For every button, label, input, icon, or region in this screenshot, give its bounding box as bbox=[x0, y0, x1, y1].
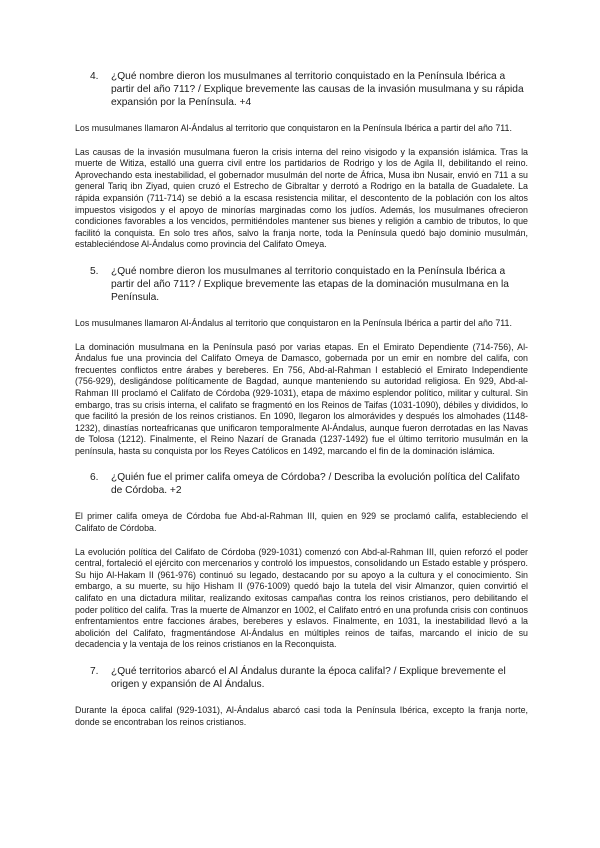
question-5 bbox=[90, 265, 528, 304]
answer-paragraph: Durante la época califal (929-1031), Al-Ándalus abarcó casi toda la Península Ibérica, excepto la franja norte, donde se encontraban los reinos cristianos. bbox=[75, 705, 528, 727]
question-number: 6. bbox=[90, 472, 99, 484]
answer-paragraph: Los musulmanes llamaron Al-Ándalus al territorio que conquistaron en la Península Ibérica a partir del año 711. bbox=[75, 123, 512, 133]
question-6 bbox=[90, 471, 528, 497]
question-text: ¿Qué nombre dieron los musulmanes al territorio conquistado en la Península Ibérica a partir del año 711? / Explique brevemente las causas de la invasión musulmana y su rápida expansión por la Península. +4 bbox=[111, 71, 524, 108]
question-text: ¿Quién fue el primer califa omeya de Córdoba? / Describa la evolución política del Califato de Córdoba. +2 bbox=[111, 472, 520, 497]
answer-paragraph: Los musulmanes llamaron Al-Ándalus al territorio que conquistaron en la Península Ibérica a partir del año 711. bbox=[75, 317, 512, 328]
answer-paragraph: La dominación musulmana en la Península pasó por varias etapas. En el Emirato Dependiente (714-756), Al-Ándalus fue una provincia del Califato Omeya de Damasco, gobernada por un emir en nombre del califa, con frecuentes conflictos entre árabes y bereberes. En 756, Abd-al-Rahman I estableció el Emirato Independiente (756-929), desligándose políticamente de Bagdad, aunque manteniendo su autoridad religiosa. En 929, Abd-al-Rahman III proclamó el Califato de Córdoba (929-1031), etapa de máximo esplendor político, militar y cultural. Sin embargo, tras su crisis interna, el califato se fragmentó en los Reinos de Taifas (1031-1090), débiles y divididos, lo que facilitó la presión de los reinos cristianos. En 1090, llegaron los almorávides y después los almohades (1148-1232), dinastías norteafricanas que unificaron temporalmente Al-Ándalus, aunque fueron derrotadas en las Navas de Tolosa (1212). Finalmente, el Reino Nazarí de Granada (1237-1492) fue el último territorio musulmán en la península, hasta su conquista por los Reyes Católicos en 1492, marcando el fin de la dominación islámica. bbox=[75, 341, 528, 456]
answer-paragraph: La evolución política del Califato de Córdoba (929-1031) comenzó con Abd-al-Rahman III, quien reforzó el poder central, fortaleció el ejército con mercenarios y controló los impuestos, consolidando un Estado estable y próspero. Su hijo Al-Hakam II (961-976) continuó su legado, destacando por su apoyo a la cultura y el conocimiento. Sin embargo, a su muerte, su hijo Hisham II (976-1009) quedó bajo la tutela del visir Almanzor, quien convirtió el califato en una dictadura militar, realizando exitosas campañas contra los reinos cristianos, pero debilitando el poder político del califa. Tras la muerte de Almanzor en 1002, el Califato entró en una profunda crisis con continuos enfrentamientos entre facciones árabes, bereberes y eslavos. Finalmente, en 1031, la inestabilidad llevó a la abolición del Califato, fragmentándose Al-Ándalus en múltiples reinos de taifas, marcando el inicio de su decadencia y la ventaja de los reinos cristianos en la Reconquista. bbox=[75, 546, 528, 650]
answer-paragraph: El primer califa omeya de Córdoba fue Abd-al-Rahman III, quien en 929 se proclamó califa, estableciendo el Califato de Córdoba. bbox=[75, 511, 528, 534]
answer-paragraph: Las causas de la invasión musulmana fueron la crisis interna del reino visigodo y la expansión islámica. Tras la muerte de Witiza, estalló una guerra civil entre los partidarios de Rodrigo y los de Agila II, debilitando el reino. Aprovechando esta inestabilidad, el gobernador musulmán del norte de África, Musa ibn Nusair, envió en 711 a su general Tariq ibn Ziyad, quien cruzó el Estrecho de Gibraltar y derrotó a Rodrigo en la batalla de Guadalete. La rápida expansión (711-714) se debió a la escasa resistencia militar, el descontento de la población con los altos impuestos visigodos y el apoyo de minorías marginadas como los judíos. Además, los musulmanes ofrecieron condiciones favorables a los vencidos, permitiéndoles mantener sus bienes y religión a cambio de tributos, lo que facilitó la conquista. En solo tres años, salvo la franja norte, toda la Península quedó bajo dominio musulmán, estableciéndose Al-Ándalus como provincia del Califato Omeya. bbox=[75, 146, 528, 250]
question-text: ¿Qué nombre dieron los musulmanes al territorio conquistado en la Península Ibérica a partir del año 711? / Explique brevemente las etapas de la dominación musulmana en la Península. bbox=[111, 265, 509, 303]
question-number: 5. bbox=[90, 265, 99, 277]
question-number: 7. bbox=[90, 666, 99, 677]
question-4 bbox=[90, 70, 528, 109]
question-text: ¿Qué territorios abarcó el Al Ándalus durante la época califal? / Explique brevemente el origen y expansión de Al Ándalus. bbox=[111, 666, 506, 690]
question-number: 4. bbox=[90, 71, 99, 82]
question-7 bbox=[90, 665, 528, 691]
